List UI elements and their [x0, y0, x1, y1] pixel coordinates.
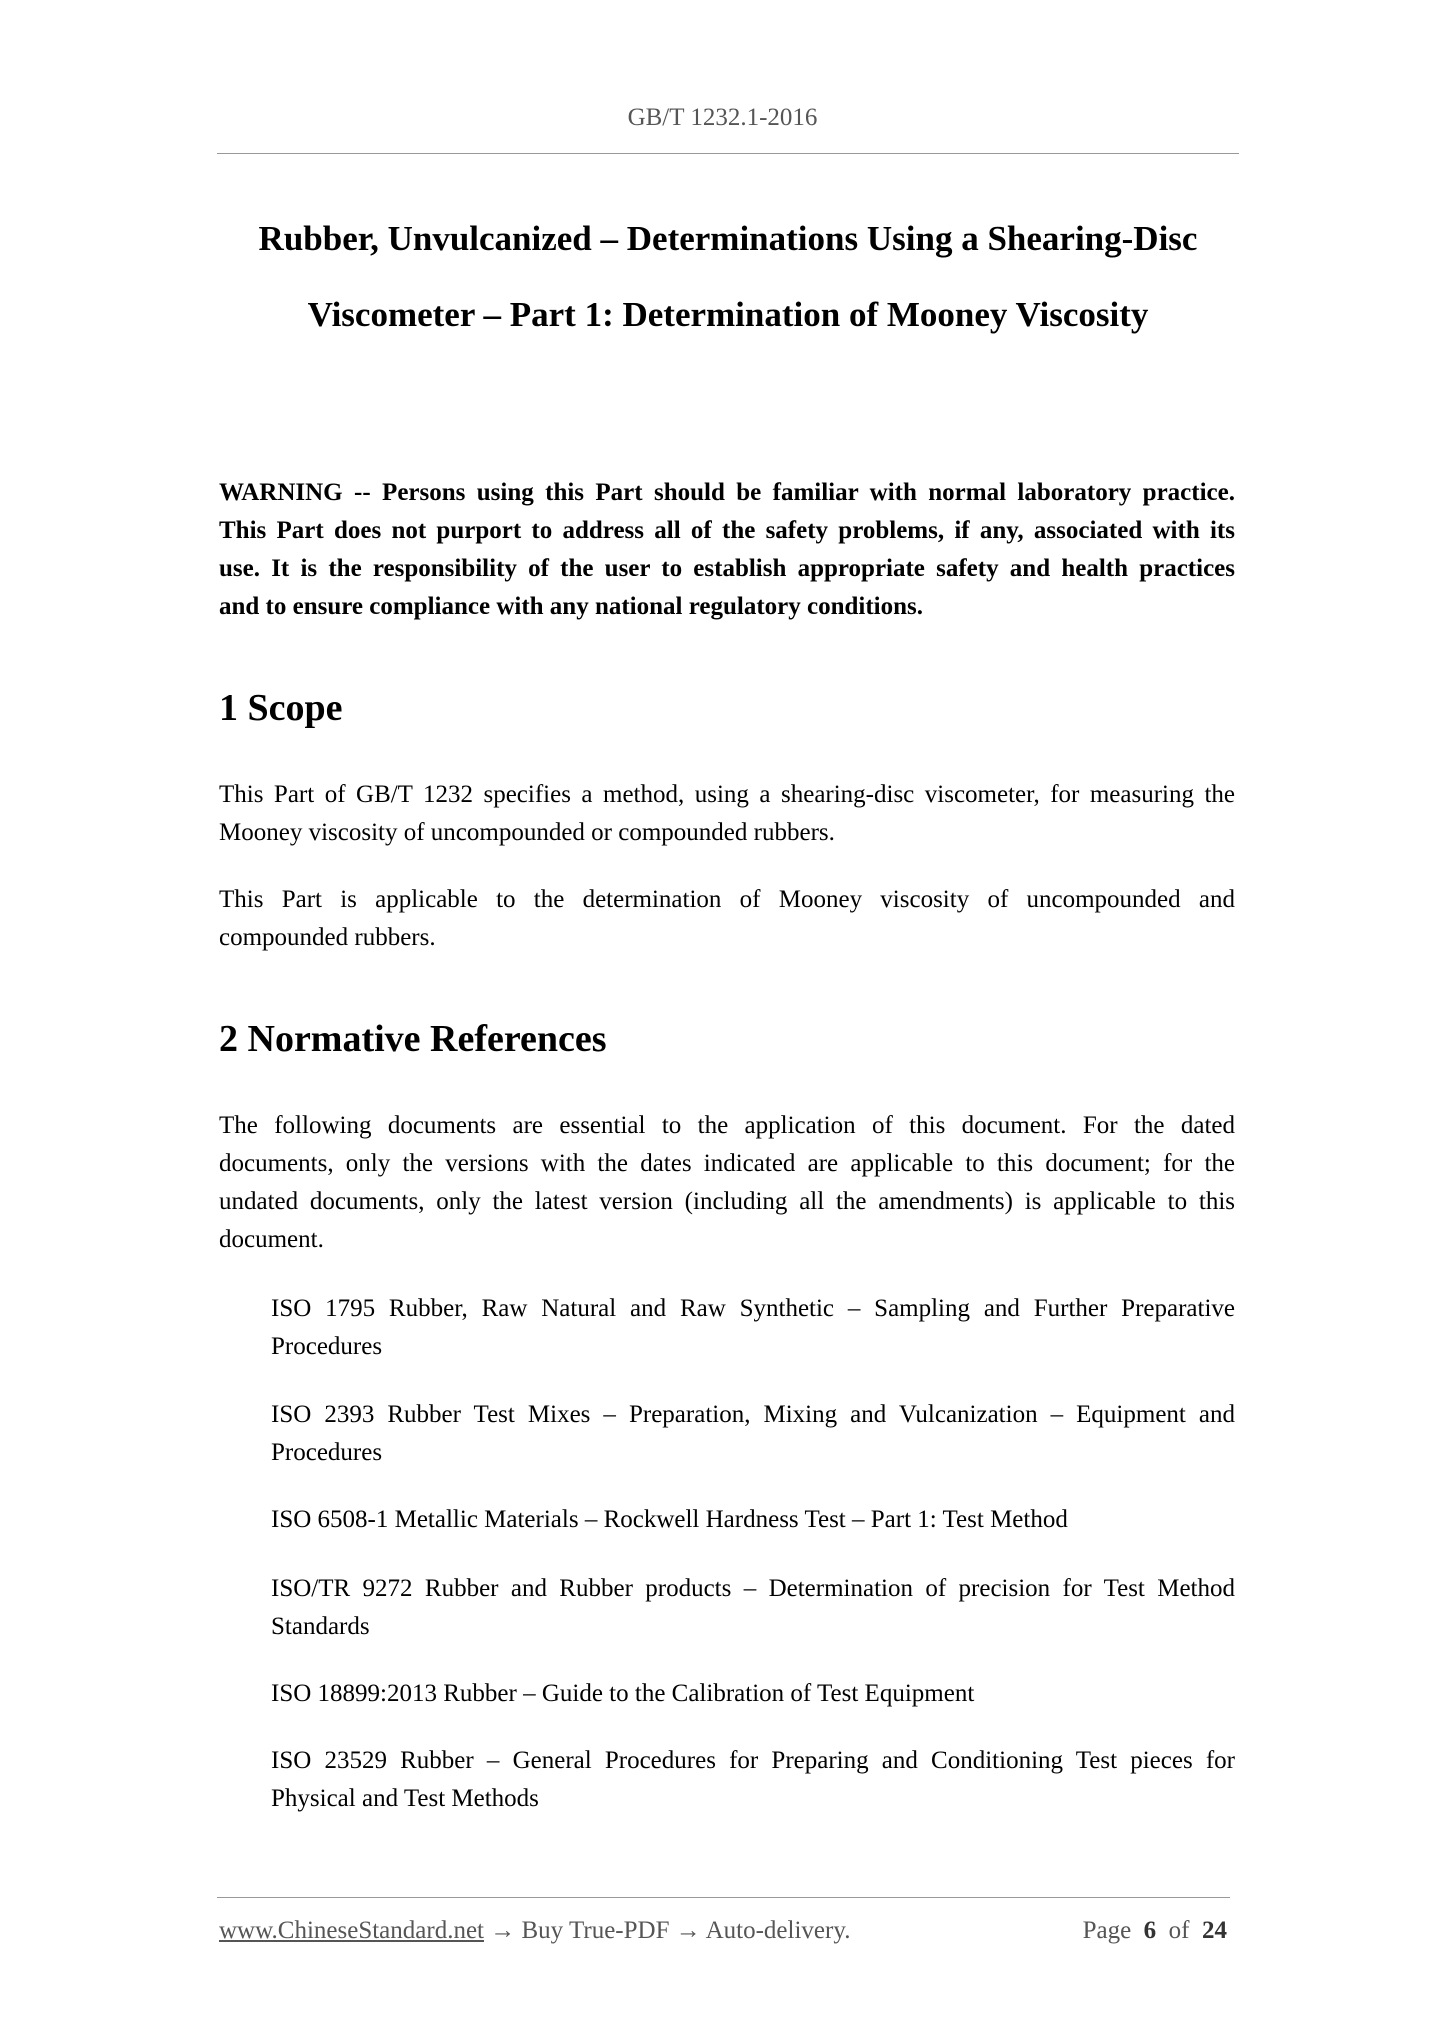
- document-title-line-2: Viscometer – Part 1: Determination of Mooney Viscosity: [307, 295, 1149, 334]
- text-line: Mooney viscosity of uncompounded or compounded rubbers.: [219, 819, 835, 846]
- reference-item: [271, 1675, 1235, 1713]
- running-header: GB/T 1232.1-2016: [627, 104, 818, 131]
- page-label: Page: [1082, 1917, 1132, 1944]
- reference-item: [271, 1290, 1235, 1366]
- header-divider: [217, 153, 1239, 154]
- current-page: 6: [1143, 1917, 1157, 1944]
- text-line: This Part of GB/T 1232 specifies a method, using a shearing-disc viscometer, for measuring the: [219, 781, 1235, 808]
- text-line: ISO 6508-1 Metallic Materials – Rockwell Hardness Test – Part 1: Test Method: [271, 1506, 1068, 1533]
- text-line: and to ensure compliance with any national regulatory conditions.: [219, 593, 923, 620]
- footer-promo-text: → Buy True-PDF → Auto-delivery.: [484, 1917, 851, 1944]
- scope-paragraph-1: [219, 776, 1235, 852]
- text-line: This Part is applicable to the determination of Mooney viscosity of uncompounded and: [219, 886, 1235, 913]
- text-line: This Part does not purport to address all of the safety problems, if any, associated with its: [219, 517, 1235, 544]
- text-line: ISO 2393 Rubber Test Mixes – Preparation, Mixing and Vulcanization – Equipment and: [271, 1401, 1235, 1428]
- section-heading-scope: 1 Scope: [219, 687, 343, 729]
- section-heading-normative-references: 2 Normative References: [219, 1018, 607, 1060]
- text-line: document.: [219, 1226, 324, 1253]
- of-label: of: [1168, 1917, 1190, 1944]
- text-line: Procedures: [271, 1333, 383, 1360]
- reference-item: [271, 1742, 1235, 1818]
- text-line: Physical and Test Methods: [271, 1785, 539, 1812]
- text-line: Procedures: [271, 1439, 383, 1466]
- warning-paragraph: [219, 474, 1235, 626]
- text-line: ISO 23529 Rubber – General Procedures for Preparing and Conditioning Test pieces for: [271, 1747, 1235, 1774]
- page-indicator: [1083, 1917, 1227, 1945]
- text-line: ISO 18899:2013 Rubber – Guide to the Calibration of Test Equipment: [271, 1680, 975, 1707]
- website-link[interactable]: www.ChineseStandard.net: [219, 1917, 484, 1944]
- text-line: use. It is the responsibility of the user to establish appropriate safety and health practices: [219, 555, 1235, 582]
- text-line: ISO/TR 9272 Rubber and Rubber products – Determination of precision for Test Method: [271, 1575, 1235, 1602]
- footer-divider: [217, 1897, 1230, 1898]
- text-line: Standards: [271, 1613, 370, 1640]
- text-line: undated documents, only the latest version (including all the amendments) is applicable to this: [219, 1188, 1235, 1215]
- text-line: documents, only the versions with the dates indicated are applicable to this document; for the: [219, 1150, 1235, 1177]
- page-footer: [219, 1917, 1227, 1945]
- footer-promo: [219, 1917, 850, 1945]
- reference-item: [271, 1501, 1235, 1539]
- reference-item: [271, 1396, 1235, 1472]
- normative-intro-paragraph: [219, 1107, 1235, 1259]
- text-line: ISO 1795 Rubber, Raw Natural and Raw Synthetic – Sampling and Further Preparative: [271, 1295, 1235, 1322]
- document-title-line-1: Rubber, Unvulcanized – Determinations Using a Shearing-Disc: [258, 219, 1198, 258]
- total-pages: 24: [1202, 1917, 1227, 1944]
- text-line: compounded rubbers.: [219, 924, 436, 951]
- scope-paragraph-2: [219, 881, 1235, 957]
- text-line: The following documents are essential to the application of this document. For the dated: [219, 1112, 1235, 1139]
- text-line: WARNING -- Persons using this Part should be familiar with normal laboratory practice.: [219, 479, 1235, 506]
- reference-item: [271, 1570, 1235, 1646]
